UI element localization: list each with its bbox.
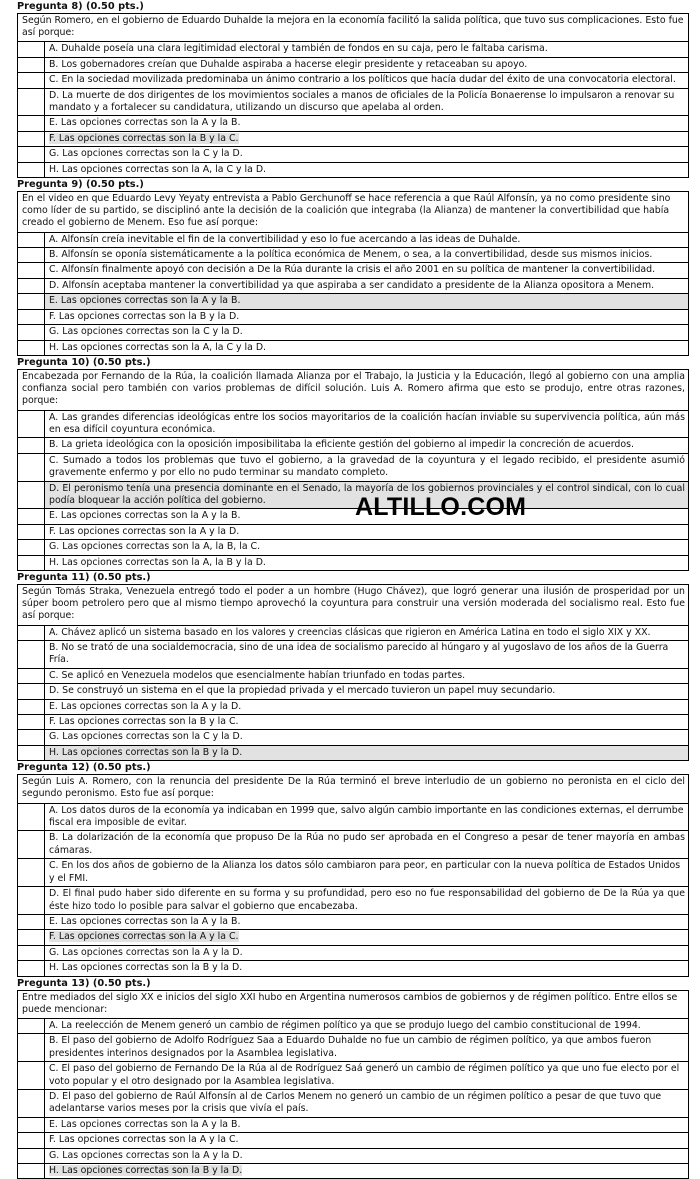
option-marker xyxy=(18,730,45,744)
option-text xyxy=(45,1164,688,1178)
option-text: C. El paso del gobierno de Fernando De la Rúa al de Rodríguez Saá generó un cambio de régimen político ya que uno fue electo por el voto popular y el otro designado por la Asamblea legislativa. xyxy=(49,1063,680,1087)
option-b[interactable] xyxy=(18,640,688,668)
option-e[interactable] xyxy=(18,1117,688,1132)
option-text: B. Los gobernadores creían que Duhalde aspiraba a hacerse elegir presidente y retaceaban su apoyo. xyxy=(49,58,528,70)
question-stem: Según Tomás Straka, Venezuela entregó todo el poder a un hombre (Hugo Chávez), que logró generar una ilusión de prosperidad por un súper boom petrolero pero que al mismo tiempo aprovechó la coyuntura para construir una versión moderada del socialismo real. Esto fue así porque: xyxy=(18,585,688,626)
question-stem: Según Romero, en el gobierno de Eduardo Duhalde la mejora en la economía facilitó la salida política, que tuvo sus complicaciones. Esto fue así porque: xyxy=(18,14,688,42)
option-f-selected[interactable] xyxy=(18,131,688,146)
option-a[interactable] xyxy=(18,411,688,438)
option-d[interactable] xyxy=(18,886,688,914)
option-a[interactable] xyxy=(18,42,688,56)
option-text: C. Sumado a todos los problemas que tuvo el gobierno, a la gravedad de la coyuntura y el legado recibido, el presidente asumió gravemente enfermo y por ello no pudo terminar su mandato completo. xyxy=(49,454,685,479)
option-marker xyxy=(18,438,45,452)
option-a[interactable] xyxy=(18,1019,688,1033)
question-title: Pregunta 12) (0.50 pts.) xyxy=(17,762,151,774)
option-marker xyxy=(18,116,45,130)
options-list xyxy=(18,804,688,976)
option-text: A. La reelección de Menem generó un cambio de régimen político ya que se produjo luego del cambio constitucional de 1994. xyxy=(49,1019,641,1031)
option-marker xyxy=(18,1133,45,1147)
option-marker xyxy=(18,525,45,539)
option-marker xyxy=(18,669,45,683)
option-marker xyxy=(18,263,45,277)
option-marker xyxy=(18,454,45,481)
question-title: Pregunta 10) (0.50 pts.) xyxy=(17,356,151,368)
option-g[interactable] xyxy=(18,1148,688,1163)
option-f[interactable] xyxy=(18,714,688,729)
option-c[interactable] xyxy=(18,453,688,481)
option-h[interactable] xyxy=(18,555,688,570)
option-f[interactable] xyxy=(18,309,688,324)
question-title: Pregunta 8) (0.50 pts.) xyxy=(17,1,144,12)
option-text: B. La dolarización de la economía que propuso De la Rúa no pudo ser aprobada en el Congreso a pesar de tener mayoría en ambas cámaras. xyxy=(49,832,685,856)
question-stem: Según Luis A. Romero, con la renuncia del presidente De la Rúa terminó el breve interludio de un gobierno no peronista en el ciclo del segundo peronismo. Esto fue así porque: xyxy=(18,775,688,803)
option-marker xyxy=(18,1090,45,1117)
option-h[interactable] xyxy=(18,340,688,355)
option-text: E. Las opciones correctas son la A y la B. xyxy=(49,117,241,129)
option-text: E. Las opciones correctas son la A y la B. xyxy=(49,1118,241,1130)
question-box xyxy=(17,774,689,976)
option-text: H. Las opciones correctas son la B y la D. xyxy=(45,746,688,760)
question-stem: Encabezada por Fernando de la Rúa, la coalición llamada Alianza por el Trabajo, la Justicia y la Educación, llegó al gobierno con una amplia confianza social pero también con varios problemas de difícil solución. Luis A. Romero afirma que esto se produjo, entre otras razones, porque: xyxy=(18,370,688,411)
option-text: C. Se aplicó en Venezuela modelos que esencialmente habían triunfado en todas partes. xyxy=(49,669,466,681)
option-marker xyxy=(18,859,45,886)
option-e[interactable] xyxy=(18,115,688,130)
option-text: G. Las opciones correctas son la A, la B, la C. xyxy=(49,541,261,553)
option-e[interactable] xyxy=(18,914,688,929)
option-text: D. El paso del gobierno de Raúl Alfonsín al de Carlos Menem no generó un cambio de un régimen político a pesar de que tuvo que adelantarse varios meses por la crisis que vivía el país. xyxy=(49,1090,662,1115)
option-marker xyxy=(18,626,45,640)
option-text: A. Chávez aplicó un sistema basado en los valores y creencias clásicas que rigieron en América Latina en todo el siglo XIX y XX. xyxy=(49,626,651,638)
option-marker xyxy=(18,482,45,509)
option-h-selected[interactable] xyxy=(18,1163,688,1178)
option-text: A. Alfonsín creía inevitable el fin de la convertibilidad y eso lo fue acercando a las ideas de Duhalde. xyxy=(49,233,521,245)
option-f[interactable] xyxy=(18,524,688,539)
option-marker xyxy=(18,684,45,698)
question-stem: En el video en que Eduardo Levy Yeyaty entrevista a Pablo Gerchunoff se hace referencia a que Raúl Alfonsín, ya no como presidente sino como líder de su partido, se disciplinó ante la decisión de la coalición que integraba (la Alianza) de mantener la convertibilidad que había creado el gobierno de Menem. Eso fue así porque: xyxy=(18,192,688,233)
option-marker xyxy=(18,1034,45,1061)
options-list xyxy=(18,233,688,355)
question-12 xyxy=(17,761,689,976)
option-g[interactable] xyxy=(18,324,688,339)
option-marker xyxy=(18,831,45,858)
option-a[interactable] xyxy=(18,804,688,831)
option-marker xyxy=(18,310,45,324)
option-c[interactable] xyxy=(18,668,688,683)
option-b[interactable] xyxy=(18,247,688,262)
option-marker xyxy=(18,132,45,146)
option-text: E. Las opciones correctas son la A y la D. xyxy=(49,700,242,712)
question-box xyxy=(17,13,689,178)
option-text: E. Las opciones correctas son la A y la B. xyxy=(49,915,241,927)
question-stem: Entre mediados del siglo XX e inicios del siglo XXI hubo en Argentina numerosos cambios de gobiernos y de régimen político. Entre ellos se puede mencionar: xyxy=(18,991,688,1019)
question-box xyxy=(17,584,689,761)
option-text: C. En la sociedad movilizada predominaba un ánimo contrario a los políticos que hacía dudar del éxito de una convocatoria electoral. xyxy=(49,74,676,86)
option-g[interactable] xyxy=(18,945,688,960)
option-text: H. Las opciones correctas son la B y la D. xyxy=(49,962,243,974)
option-text: B. El paso del gobierno de Adolfo Rodríguez Saa a Eduardo Duhalde no fue un cambio de régimen político, ya que ambos fueron presidentes interinos designados por la Asamblea legislativa. xyxy=(49,1035,652,1059)
option-h[interactable] xyxy=(18,162,688,177)
option-text xyxy=(45,930,688,944)
option-a[interactable] xyxy=(18,233,688,247)
option-d[interactable] xyxy=(18,278,688,293)
question-9 xyxy=(17,178,689,356)
option-c[interactable] xyxy=(18,262,688,277)
option-c[interactable] xyxy=(18,858,688,886)
option-g[interactable] xyxy=(18,539,688,554)
option-marker xyxy=(18,411,45,438)
option-marker xyxy=(18,887,45,914)
option-marker xyxy=(18,700,45,714)
option-marker xyxy=(18,540,45,554)
option-b[interactable] xyxy=(18,1033,688,1061)
option-marker xyxy=(18,641,45,668)
question-box xyxy=(17,191,689,356)
option-b[interactable] xyxy=(18,830,688,858)
option-text: B. Alfonsín se oponía sistemáticamente a la política económica de Menem, o sea, a la convertibilidad, desde sus mismos inicios. xyxy=(49,249,653,261)
option-f[interactable] xyxy=(18,1132,688,1147)
option-text: A. Duhalde poseía una clara legitimidad electoral y también de fondos en su caja, pero le faltaba carisma. xyxy=(49,43,548,55)
options-list xyxy=(18,1019,688,1178)
option-marker xyxy=(18,294,45,308)
option-text: A. Los datos duros de la economía ya indicaban en 1999 que, salvo algún cambio importante en las condiciones externas, el derrumbe fiscal era imposible de evitar. xyxy=(49,804,684,829)
option-marker xyxy=(18,915,45,929)
option-text: H. Las opciones correctas son la A, la C y la D. xyxy=(49,163,267,175)
option-text: G. Las opciones correctas son la C y la D. xyxy=(49,326,243,338)
option-text: F. Las opciones correctas son la B y la D. xyxy=(49,310,240,322)
option-text: C. En los dos años de gobierno de la Alianza los datos sólo cambiaron para peor, en particular con la nueva política de Estados Unidos y el FMI. xyxy=(49,860,681,884)
option-marker xyxy=(18,325,45,339)
option-marker xyxy=(18,509,45,523)
option-text: F. Las opciones correctas son la A y la C. xyxy=(49,1134,239,1146)
option-marker xyxy=(18,248,45,262)
option-text: E. Las opciones correctas son la A y la B. xyxy=(49,510,241,522)
option-marker xyxy=(18,1118,45,1132)
option-g[interactable] xyxy=(18,729,688,744)
option-marker xyxy=(18,341,45,355)
option-c[interactable] xyxy=(18,1061,688,1089)
question-13 xyxy=(17,977,689,1179)
option-g[interactable] xyxy=(18,146,688,161)
option-h[interactable] xyxy=(18,960,688,975)
option-b[interactable] xyxy=(18,57,688,72)
option-text-highlight: H. Las opciones correctas son la B y la D. xyxy=(49,1165,243,1177)
option-text: B. No se trató de una socialdemocracia, sino de una idea de socialismo parecido al húngaro y al yugoslavo de los años de la Guerra Fría. xyxy=(49,642,669,666)
option-d-selected[interactable] xyxy=(18,481,688,509)
option-d[interactable] xyxy=(18,1089,688,1117)
option-marker xyxy=(18,1164,45,1178)
option-marker xyxy=(18,147,45,161)
option-b[interactable] xyxy=(18,437,688,452)
exam-page xyxy=(17,0,689,1179)
option-text: G. Las opciones correctas son la A y la D. xyxy=(49,946,243,958)
question-box xyxy=(17,369,689,571)
options-list xyxy=(18,411,688,570)
option-text: E. Las opciones correctas son la A y la B. xyxy=(45,294,688,308)
option-text: A. Las grandes diferencias ideológicas entre los socios mayoritarios de la coalición hacían inviable su supervivencia política, aún más en esa difícil coyuntura económica. xyxy=(49,411,685,435)
option-marker xyxy=(18,804,45,831)
option-h-selected[interactable] xyxy=(18,745,688,760)
question-10 xyxy=(17,356,689,571)
option-d[interactable] xyxy=(18,683,688,698)
options-list xyxy=(18,42,688,177)
option-text: F. Las opciones correctas son la A y la D. xyxy=(49,525,240,537)
option-a[interactable] xyxy=(18,626,688,640)
option-e[interactable] xyxy=(18,699,688,714)
option-e[interactable] xyxy=(18,508,688,523)
option-marker xyxy=(18,946,45,960)
option-text xyxy=(45,132,688,146)
option-text: D. El final pudo haber sido diferente en su forma y su profundidad, pero eso no fue responsabilidad del gobierno de De la Rúa ya que éste hizo todo lo posible para salvar el gobierno que encabezaba. xyxy=(49,888,685,912)
option-text: F. Las opciones correctas son la B y la C. xyxy=(49,716,239,728)
option-marker xyxy=(18,58,45,72)
option-c[interactable] xyxy=(18,72,688,87)
option-text: H. Las opciones correctas son la A, la C y la D. xyxy=(49,341,267,353)
option-marker xyxy=(18,233,45,247)
option-text: D. La muerte de dos dirigentes de los movimientos sociales a manos de oficiales de la Policía Bonaerense lo impulsaron a renovar su mandato y a fortalecer su candidatura, utilizando un discurso que apelaba al orden. xyxy=(49,89,675,114)
option-text: G. Las opciones correctas son la C y la D. xyxy=(49,148,243,160)
option-marker xyxy=(18,279,45,293)
question-11 xyxy=(17,571,689,761)
option-marker xyxy=(18,1149,45,1163)
question-title: Pregunta 9) (0.50 pts.) xyxy=(17,179,144,191)
option-text-highlight: F. Las opciones correctas son la A y la C. xyxy=(49,931,239,943)
option-d[interactable] xyxy=(18,88,688,116)
option-marker xyxy=(18,1019,45,1033)
option-text-highlight: F. Las opciones correctas son la B y la C. xyxy=(49,132,239,144)
option-text: D. Alfonsín aceptaba mantener la convertibilidad ya que aspiraba a ser candidato a presidente de la Alianza opositora a Menem. xyxy=(49,279,655,291)
option-text: H. Las opciones correctas son la A, la B y la D. xyxy=(49,556,266,568)
option-text: B. La grieta ideológica con la oposición imposibilitaba la eficiente gestión del gobierno al impedir la concreción de acuerdos. xyxy=(49,439,634,451)
option-marker xyxy=(18,42,45,56)
option-text: D. El peronismo tenía una presencia dominante en el Senado, la mayoría de los gobiernos provinciales y el control sindical, con lo cual podía bloquear la acción política del gobierno. xyxy=(45,482,688,509)
question-8 xyxy=(17,0,689,178)
option-marker xyxy=(18,746,45,760)
question-box xyxy=(17,990,689,1179)
option-marker xyxy=(18,1062,45,1089)
option-marker xyxy=(18,89,45,116)
option-text: G. Las opciones correctas son la C y la D. xyxy=(49,731,243,743)
option-f-selected[interactable] xyxy=(18,929,688,944)
watermark-logo: ALTILLO.COM xyxy=(355,493,527,521)
option-marker xyxy=(18,715,45,729)
question-title: Pregunta 13) (0.50 pts.) xyxy=(17,977,151,989)
option-marker xyxy=(18,961,45,975)
option-marker xyxy=(18,556,45,570)
option-text: G. Las opciones correctas son la A y la D. xyxy=(49,1149,243,1161)
option-marker xyxy=(18,163,45,177)
option-text: C. Alfonsín finalmente apoyó con decisión a De la Rúa durante la crisis el año 2001 en su política de mantener la convertibilidad. xyxy=(49,264,656,276)
option-text: D. Se construyó un sistema en el que la propiedad privada y el mercado tuvieron un papel muy secundario. xyxy=(49,685,556,697)
option-marker xyxy=(18,73,45,87)
options-list xyxy=(18,626,688,761)
option-marker xyxy=(18,930,45,944)
question-title: Pregunta 11) (0.50 pts.) xyxy=(17,572,151,583)
option-e-selected[interactable] xyxy=(18,293,688,308)
